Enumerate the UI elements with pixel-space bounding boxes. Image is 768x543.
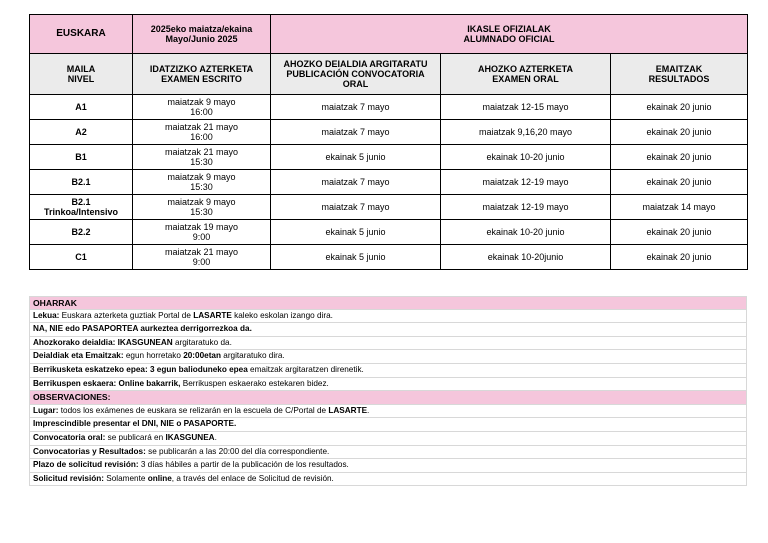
oral-exam-cell: maiatzak 9,16,20 mayo — [441, 120, 611, 145]
table-row — [30, 120, 748, 145]
col-header-line: NIVEL — [67, 74, 95, 84]
period-line2: Mayo/Junio 2025 — [165, 34, 238, 44]
results-cell: ekainak 20 junio — [611, 145, 748, 170]
note-bold: Convocatoria oral: — [33, 432, 106, 442]
note-line — [29, 446, 747, 460]
oral-exam-cell: maiatzak 12-19 mayo — [441, 170, 611, 195]
column-header-row — [30, 54, 748, 95]
col-header-line: EXAMEN ORAL — [492, 74, 559, 84]
period-line1: 2025eko maiatza/ekaina — [150, 24, 253, 34]
note-text: egun horretako — [123, 351, 184, 361]
written-exam-cell — [133, 145, 271, 170]
written-exam-cell — [133, 245, 271, 270]
note-line — [29, 473, 747, 487]
written-date: maiatzak 9 mayo — [167, 172, 236, 182]
note-line — [29, 405, 747, 419]
written-time: 15:30 — [190, 207, 213, 217]
note-bold: Convocatorias y Resultados: — [33, 446, 146, 456]
notes-section — [29, 296, 747, 486]
note-bold: 20:00etan — [183, 351, 221, 361]
official-line2: ALUMNADO OFICIAL — [463, 34, 555, 44]
written-date: maiatzak 9 mayo — [167, 197, 236, 207]
note-text: , a través del enlace de Solicitud de revisión. — [171, 473, 334, 483]
level-name: B2.2 — [71, 227, 91, 237]
note-bold: LASARTE — [193, 310, 232, 320]
note-bold: Imprescindible presentar el DNI, NIE o PASAPORTE. — [33, 419, 237, 429]
level-cell — [30, 195, 133, 220]
oral-publication-cell: maiatzak 7 mayo — [271, 195, 441, 220]
note-text: argitaratuko da. — [172, 337, 232, 347]
table-row — [30, 170, 748, 195]
oral-publication-cell: ekainak 5 junio — [271, 245, 441, 270]
results-cell: ekainak 20 junio — [611, 120, 748, 145]
level-name: A2 — [75, 127, 87, 137]
col-header-line: AHOZKO AZTERKETA — [478, 64, 573, 74]
oral-publication-cell: maiatzak 7 mayo — [271, 120, 441, 145]
note-text: Solamente — [103, 473, 148, 483]
oral-exam-cell: maiatzak 12-19 mayo — [441, 195, 611, 220]
official-students-cell — [271, 15, 748, 54]
note-text: Berrikuspen eskaerako estekaren bidez. — [180, 378, 329, 388]
table-row — [30, 220, 748, 245]
note-line — [29, 323, 747, 337]
table-row — [30, 95, 748, 120]
col-header-line: ORAL — [342, 79, 369, 89]
note-text: . — [367, 405, 370, 415]
level-name: B2.1 — [71, 177, 91, 187]
col-header-results — [611, 54, 748, 95]
level-subtitle: Trinkoa/Intensivo — [43, 207, 119, 217]
col-header-level — [30, 54, 133, 95]
level-cell — [30, 95, 133, 120]
col-header-line: RESULTADOS — [648, 74, 710, 84]
note-text: argitaratuko dira. — [220, 351, 285, 361]
results-cell: ekainak 20 junio — [611, 220, 748, 245]
note-bold: Solicitud revisión: — [33, 473, 104, 483]
col-header-line: AHOZKO DEIALDIA ARGITARATU — [283, 59, 428, 69]
note-text: se publicarán a las 20:00 del día correspondiente. — [145, 446, 330, 456]
notes-title-eu: OHARRAK — [29, 296, 747, 310]
table-top-row — [30, 15, 748, 54]
level-name: B1 — [75, 152, 87, 162]
oral-publication-cell: ekainak 5 junio — [271, 145, 441, 170]
col-header-line: EXAMEN ESCRITO — [161, 74, 242, 84]
note-bold: IKASGUNEA — [165, 432, 215, 442]
oral-exam-cell: ekainak 10-20 junio — [441, 145, 611, 170]
written-time: 9:00 — [192, 257, 211, 267]
col-header-written — [133, 54, 271, 95]
results-cell: ekainak 20 junio — [611, 245, 748, 270]
written-time: 16:00 — [190, 107, 213, 117]
note-text: emaitzak argitaratzen direnetik. — [247, 364, 364, 374]
col-header-line: MAILA — [66, 64, 96, 74]
level-name: A1 — [75, 102, 87, 112]
note-line — [29, 459, 747, 473]
note-line — [29, 364, 747, 378]
written-time: 9:00 — [192, 232, 211, 242]
notes-title-es: OBSERVACIONES: — [29, 391, 747, 405]
oral-publication-cell: ekainak 5 junio — [271, 220, 441, 245]
note-line — [29, 418, 747, 432]
note-line — [29, 337, 747, 351]
written-date: maiatzak 9 mayo — [167, 97, 236, 107]
note-text: 3 días hábiles a partir de la publicación de los resultados. — [138, 460, 349, 470]
note-text: se publicará en — [105, 432, 166, 442]
oral-exam-cell: ekainak 10-20 junio — [441, 220, 611, 245]
table-row — [30, 145, 748, 170]
note-bold: NA, NIE edo PASAPORTEA aurkeztea derrigorrezkoa da. — [33, 324, 252, 334]
written-exam-cell — [133, 95, 271, 120]
written-time: 15:30 — [190, 157, 213, 167]
oral-exam-cell: maiatzak 12-15 mayo — [441, 95, 611, 120]
results-cell: maiatzak 14 mayo — [611, 195, 748, 220]
note-bold: Lugar: — [33, 405, 59, 415]
level-cell — [30, 170, 133, 195]
note-bold: online — [147, 473, 172, 483]
level-cell — [30, 145, 133, 170]
note-text: Euskara azterketa guztiak Portal de — [59, 310, 194, 320]
col-header-line: PUBLICACIÓN CONVOCATORIA — [286, 69, 425, 79]
col-header-oral-publication — [271, 54, 441, 95]
level-cell — [30, 220, 133, 245]
note-text: todos los exámenes de euskara se relizarán en la escuela de C/Portal de — [58, 405, 329, 415]
note-bold: Ahozkorako deialdia: — [33, 337, 116, 347]
written-date: maiatzak 21 mayo — [164, 147, 239, 157]
col-header-line: IDATZIZKO AZTERKETA — [149, 64, 254, 74]
written-exam-cell — [133, 220, 271, 245]
note-bold: Berrikusketa eskatzeko epea: 3 egun balioduneko epea — [33, 364, 248, 374]
official-line1: IKASLE OFIZIALAK — [467, 24, 551, 34]
table-row — [30, 245, 748, 270]
note-bold: Lekua: — [33, 310, 60, 320]
written-time: 15:30 — [190, 182, 213, 192]
col-header-oral-exam — [441, 54, 611, 95]
written-exam-cell — [133, 170, 271, 195]
exam-schedule-table — [29, 14, 748, 270]
note-line — [29, 378, 747, 392]
col-header-line: EMAITZAK — [655, 64, 703, 74]
results-cell: ekainak 20 junio — [611, 95, 748, 120]
note-bold: Berrikuspen eskaera: Online bakarrik, — [33, 378, 181, 388]
level-name: B2.1 — [71, 197, 91, 207]
note-text: . — [214, 432, 217, 442]
level-name: C1 — [75, 252, 87, 262]
results-cell: ekainak 20 junio — [611, 170, 748, 195]
written-date: maiatzak 19 mayo — [164, 222, 239, 232]
note-bold: Deialdiak eta Emaitzak: — [33, 351, 124, 361]
note-line — [29, 310, 747, 324]
period-cell — [133, 15, 271, 54]
table-row — [30, 195, 748, 220]
written-exam-cell — [133, 120, 271, 145]
euskara-cell: EUSKARA — [30, 15, 133, 54]
note-line — [29, 432, 747, 446]
written-date: maiatzak 21 mayo — [164, 122, 239, 132]
note-line — [29, 350, 747, 364]
oral-publication-cell: maiatzak 7 mayo — [271, 95, 441, 120]
written-time: 16:00 — [190, 132, 213, 142]
level-cell — [30, 120, 133, 145]
note-bold: Plazo de solicitud revisión: — [33, 460, 139, 470]
written-exam-cell — [133, 195, 271, 220]
level-cell — [30, 245, 133, 270]
oral-publication-cell: maiatzak 7 mayo — [271, 170, 441, 195]
oral-exam-cell: ekainak 10-20junio — [441, 245, 611, 270]
note-bold: LASARTE — [328, 405, 368, 415]
note-bold: IKASGUNEAN — [117, 337, 173, 347]
written-date: maiatzak 21 mayo — [164, 247, 239, 257]
note-text: kaleko eskolan izango dira. — [231, 310, 333, 320]
